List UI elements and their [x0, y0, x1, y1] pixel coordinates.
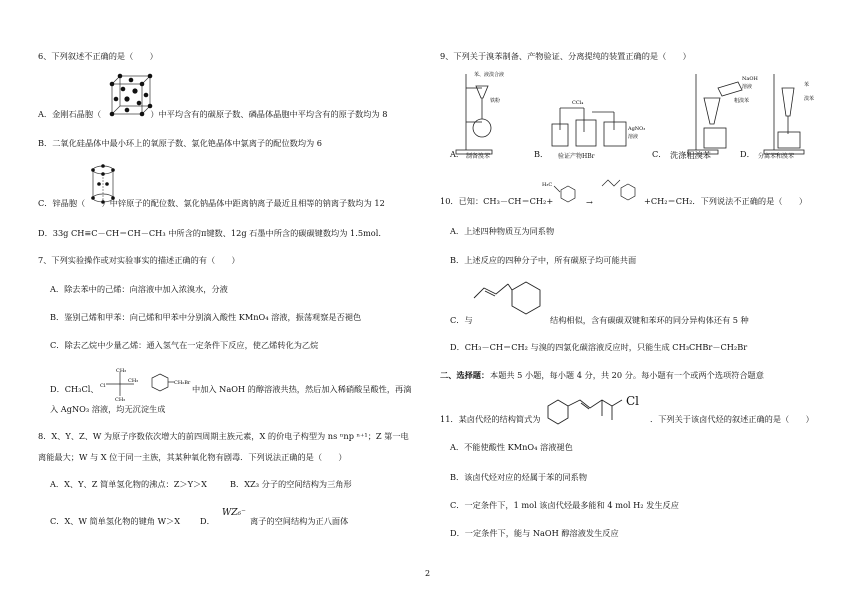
q9-stem: 9、下列关于溴苯制备、产物验证、分离提纯的装置正确的是（ ）: [440, 51, 691, 61]
q7-option-c: C．除去乙烷中少量乙烯：通入氢气在一定条件下反应，使乙烯转化为乙烷: [50, 340, 319, 350]
q10-reactant-structure: [542, 178, 586, 206]
q9-option-c-caption: 洗涤粗溴苯: [670, 150, 711, 160]
q8-option-d-ion: WZ₆⁻: [222, 508, 246, 518]
q8-option-a: A．X、Y、Z 简单氢化物的沸点：Z＞Y＞X: [50, 479, 207, 489]
section-2-instructions: 本题共 5 小题，每小题 4 分，共 20 分。每小题有一个或两个选项符合题意: [490, 370, 764, 380]
q11-option-d: D．一定条件下，能与 NaOH 醇溶液发生反应: [450, 528, 619, 538]
q8-option-b: B．XZ₃ 分子的空间结构为三角形: [230, 479, 352, 489]
q6-option-c: C．锌晶胞（ ）中锌原子的配位数、氯化钠晶体中距离钠离子最近且相等的钠离子数均为 12: [38, 198, 385, 208]
q9-label-c-top: NaOH: [742, 76, 758, 82]
svg-text:CH₂Br: CH₂Br: [174, 380, 191, 386]
q9-label-a-top: 苯、液溴合液: [474, 72, 505, 78]
q10-option-d: D．CH₃－CH＝CH₂ 与溴的四氯化碳溶液反应时，只能生成 CH₃CHBr－CH₂Br: [450, 342, 748, 352]
q10-option-c-part2: 结构相似，含有碳碳双键和苯环的同分异构体还有 5 种: [550, 315, 749, 325]
q9-option-c-letter: C．: [652, 149, 667, 159]
q9-option-b-letter: B．: [534, 149, 549, 159]
q10-stem-part1: 10．已知：CH₃－CH＝CH₂+: [440, 196, 554, 206]
q9-label-b-sol: 溶液: [628, 134, 639, 140]
q9-label-c-top2: 溶液: [742, 84, 753, 90]
q6-stem: 6、下列叙述不正确的是（ ）: [38, 51, 158, 61]
q8-option-d: D．: [200, 516, 215, 526]
q11-option-a: A．不能使酸性 KMnO₄ 溶液褪色: [450, 442, 573, 452]
q9-option-a-caption: 制备溴苯: [466, 153, 491, 160]
q10-option-b: B．上述反应的四种分子中，所有碳原子均可能共面: [450, 255, 637, 265]
benzyl-bromide-structure: [150, 372, 191, 396]
q6-option-a: A．金刚石晶胞（ ）中平均含有的碳原子数、磷晶体晶胞中平均含有的原子数均为 8: [38, 109, 388, 119]
q10-arrow: →: [586, 197, 593, 207]
q9-label-c-side: 粗溴苯: [734, 98, 750, 104]
q6-option-d: D．33g CH≡C－CH＝CH－CH₃ 中所含的π键数、12g 石墨中所含的碳碳键数均为 1.5mol.: [38, 228, 381, 238]
q11-option-b: B．该卤代烃对应的烃属于苯的同系物: [450, 472, 588, 482]
q9-label-b-top: CCl₄: [572, 100, 584, 106]
q9-label-b-agno3: AgNO₃: [628, 126, 646, 132]
q8-stem-line2: 离能最大；W 与 X 位于同一主族，其某种氧化物有剧毒．下列说法正确的是（ ）: [38, 452, 347, 462]
tert-butyl-chloride-structure: [100, 366, 140, 402]
q7-option-a: A．除去苯中的己烯：向溶液中加入浓溴水，分液: [50, 284, 228, 294]
q8-stem-line1: 8．X、Y、Z、W 为原子序数依次增大的前四周期主族元素，X 的价电子构型为 ns ⁿnp ⁿ⁺¹；Z 第一电: [38, 431, 409, 441]
q9-option-d-caption: 分离苯和溴苯: [758, 153, 795, 160]
left-column: [0, 0, 412, 607]
q9-label-d-top: 苯: [804, 82, 810, 88]
right-column: [430, 0, 830, 607]
q9-apparatus-figure: [452, 68, 822, 160]
q7-option-d-part3: 入 AgNO₃ 溶液，均无沉淀生成: [50, 404, 166, 414]
svg-text:CH₃: CH₃: [116, 368, 127, 374]
q7-stem: 7、下列实验操作或对实验事实的描述正确的有（ ）: [38, 255, 240, 265]
q10-option-c-part1: C．与: [450, 315, 473, 325]
q10-option-a: A．上述四种物质互为同系物: [450, 226, 555, 236]
q11-stem-part2: ．下列关于该卤代烃的叙述正确的是（ ）: [650, 414, 814, 424]
svg-text:CH₃: CH₃: [128, 378, 139, 384]
svg-text:Cl: Cl: [100, 383, 106, 389]
q7-option-d-part1: D．CH₃Cl、: [50, 384, 99, 394]
q6-option-b: B．二氧化硅晶体中最小环上的氧原子数、氯化铯晶体中氯离子的配位数均为 6: [38, 138, 323, 148]
page-number: 2: [425, 569, 431, 578]
q8-option-d-text: 离子的空间结构为正八面体: [250, 516, 349, 526]
q10-stem-part2: +CH₂＝CH₂．下列说法不正确的是（ ）: [644, 196, 808, 206]
q7-option-b: B．鉴别己烯和甲苯：向己烯和甲苯中分别滴入酸性 KMnO₄ 溶液，振荡观察是否褪色: [50, 312, 362, 322]
svg-text:H₃C: H₃C: [542, 182, 553, 188]
svg-text:CH₃: CH₃: [115, 397, 126, 403]
q9-option-d-letter: D．: [740, 149, 755, 159]
q7-option-d-part2: 中加入 NaOH 的醇溶液共热，然后加入稀硝酸呈酸性，再滴: [192, 384, 412, 394]
q9-label-d-side: 溴苯: [804, 96, 815, 102]
q9-label-a-iron: 铁粉: [490, 98, 501, 104]
q10-product-structure: [600, 176, 644, 206]
q9-option-a-letter: A．: [450, 149, 465, 159]
q11-cl-label: Cl: [626, 394, 640, 408]
q11-stem-part1: 11．某卤代烃的结构简式为: [440, 414, 541, 424]
section-2-title: 二、选择题：: [440, 370, 490, 380]
q11-option-c: C．一定条件下，1 mol 该卤代烃最多能和 4 mol H₂ 发生反应: [450, 500, 679, 510]
q8-option-c: C．X、W 简单氢化物的键角 W＞X: [50, 516, 181, 526]
q9-option-b-caption: 验证产物HBr: [558, 153, 595, 160]
